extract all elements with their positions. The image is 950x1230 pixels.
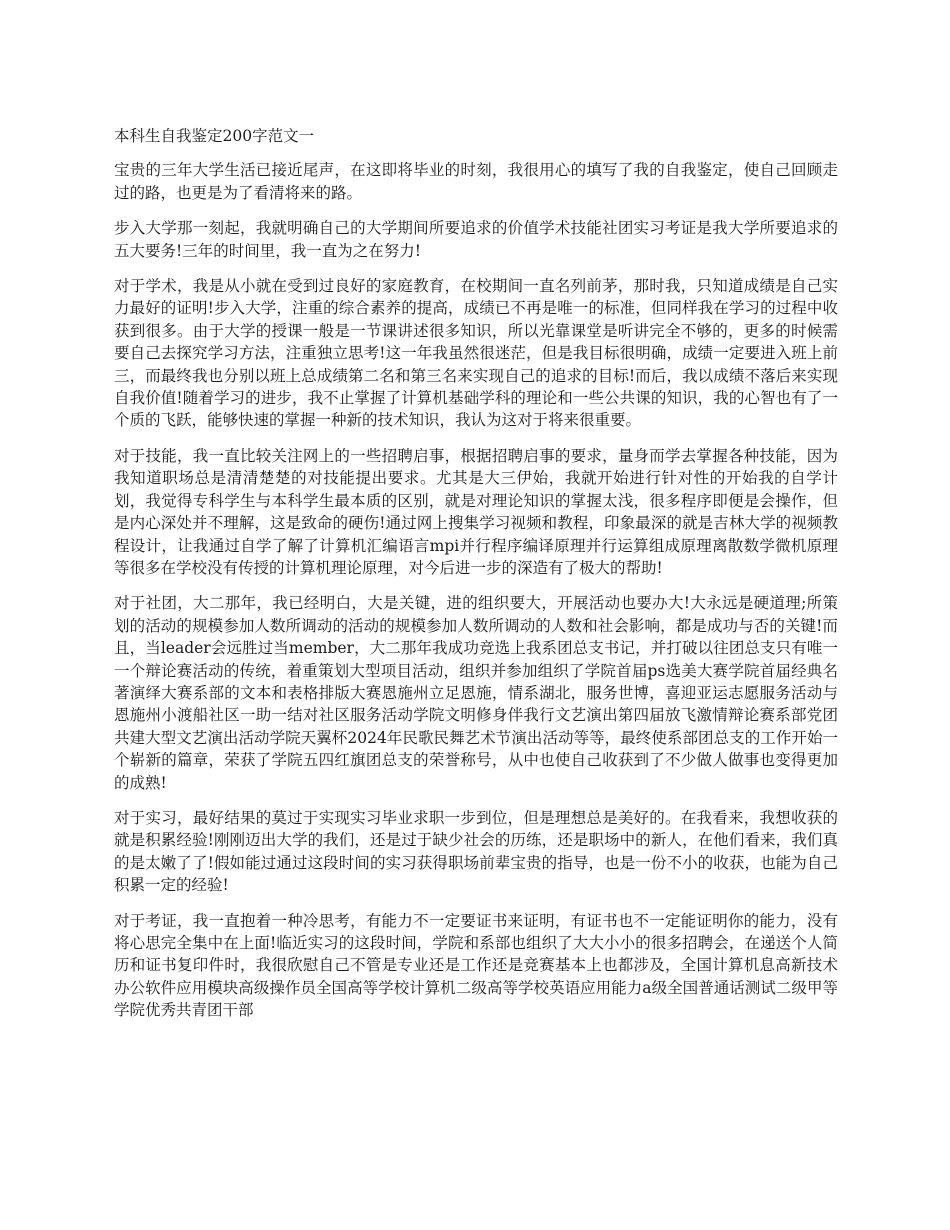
document-page <box>114 125 838 1035</box>
paragraph-academics: 对于学术，我是从小就在受到过良好的家庭教育，在校期间一直名列前茅，那时我，只知道成绩是自己实力最好的证明!步入大学，注重的综合素养的提高，成绩已不再是唯一的标准，但同样我在学习的过程中收获到很多。由于大学的授课一般是一节课讲述很多知识，所以光靠课堂是听讲完全不够的，更多的时候需要自己去探究学习方法，注重独立思考!这一年我虽然很迷茫，但是我目标很明确，成绩一定要进入班上前三，而最终我也分别以班上总成绩第二名和第三名来实现自己的追求的目标!而后，我以成绩不落后来实现自我价值!随着学习的进步，我不止掌握了计算机基础学科的理论和一些公共课的知识，我的心智也有了一个质的飞跃，能够快速的掌握一种新的技术知识，我认为这对于将来很重要。 <box>114 277 838 430</box>
document-title: 本科生自我鉴定200字范文一 <box>114 127 315 145</box>
paragraph-intro: 宝贵的三年大学生活已接近尾声，在这即将毕业的时刻，我很用心的填写了我的自我鉴定，使自己回顾走过的路，也更是为了看清将来的路。 <box>114 161 838 202</box>
paragraph-certificates: 对于考证，我一直抱着一种冷思考，有能力不一定要证书来证明，有证书也不一定能证明你的能力，没有将心思完全集中在上面!临近实习的这段时间，学院和系部也组织了大大小小的很多招聘会，在递送个人简历和证书复印件时，我很欣慰自己不管是专业还是工作还是竞赛基本上也都涉及，全国计算机息高新技术办公软件应用模块高级操作员全国高等学校计算机二级高等学校英语应用能力a级全国普通话测试二级甲等学院优秀共青团干部 <box>114 911 838 1020</box>
paragraph-skills: 对于技能，我一直比较关注网上的一些招聘启事，根据招聘启事的要求，量身而学去掌握各种技能，因为我知道职场总是清清楚楚的对技能提出要求。尤其是大三伊始，我就开始进行针对性的开始我的自学计划，我觉得专科学生与本科学生最本质的区别，就是对理论知识的掌握太浅，很多程序即便是会操作，但是内心深处并不理解，这是致命的硬伤!通过网上搜集学习视频和教程，印象最深的就是吉林大学的视频教程设计，让我通过自学了解了计算机汇编语言mpi并行程序编译原理并行运算组成原理离散数学微机原理等很多在学校没有传授的计算机理论原理，对今后进一步的深造有了极大的帮助! <box>114 446 838 577</box>
paragraph-goals: 步入大学那一刻起，我就明确自己的大学期间所要追求的价值学术技能社团实习考证是我大学所要追求的五大要务!三年的时间里，我一直为之在努力! <box>114 219 838 260</box>
paragraph-internship: 对于实习，最好结果的莫过于实现实习毕业求职一步到位，但是理想总是美好的。在我看来，我想收获的就是积累经验!刚刚迈出大学的我们，还是过于缺少社会的历练，还是职场中的新人，在他们看来，我们真的是太嫩了了!假如能过通过这段时间的实习获得职场前辈宝贵的指导，也是一份不小的收获，也能为自己积累一定的经验! <box>114 808 838 895</box>
paragraph-clubs: 对于社团，大二那年，我已经明白，大是关键，进的组织要大，开展活动也要办大!大永远是硬道理;所策划的活动的规模参加人数所调动的活动的规模参加人数所调动的人数和社会影响，都是成功与否的关键!而且，当leader会远胜过当member，大二那年我成功竞选上我系团总支书记，并打破以往团总支只有唯一一个辩论赛活动的传统，着重策划大型项目活动，组织并参加组织了学院首届ps选美大赛学院首届经典名著演绎大赛系部的文本和表格排版大赛恩施州立足恩施，情系湖北，服务世博，喜迎亚运志愿服务活动与恩施州小渡船社区一助一结对社区服务活动学院文明修身伴我行文艺演出第四届放飞激情辩论赛系部党团共建大型文艺演出活动学院天翼杯2024年民歌民舞艺术节演出活动等等，最终使系部团总支的工作开始一个崭新的篇章，荣获了学院五四红旗团总支的荣誉称号，从中也使自己收获到了不少做人做事也变得更加的成熟! <box>114 594 838 792</box>
